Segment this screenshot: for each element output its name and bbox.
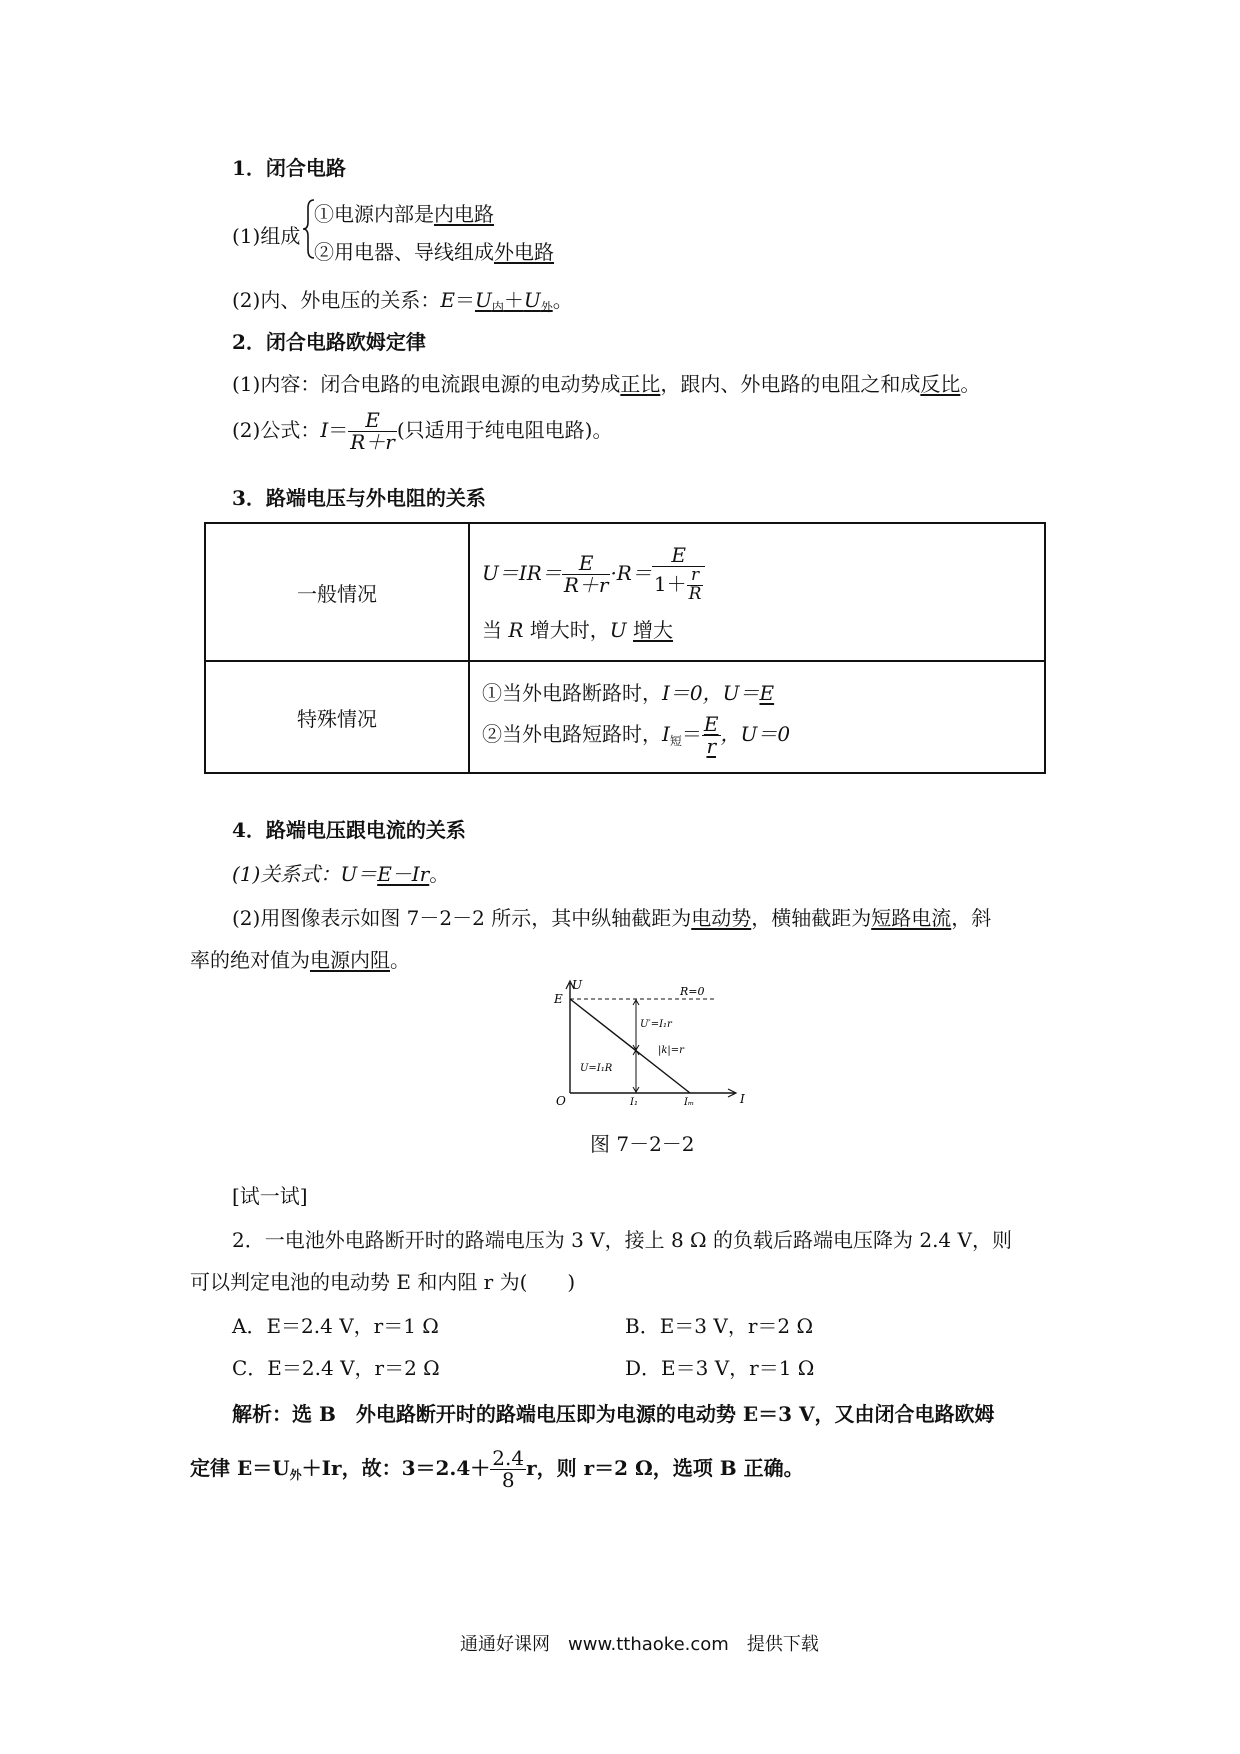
- ui-relation: (1)关系式：U＝E－Ir。: [232, 862, 450, 886]
- ohm-law-content: (1)内容：闭合电路的电流跟电源的电动势成正比，跟内、外电路的电阻之和成反比。: [232, 372, 981, 396]
- page-footer: 通通好课网 www.tthaoke.com 提供下载: [460, 1634, 819, 1655]
- option-d: D．E＝3 V，r＝1 Ω: [625, 1356, 815, 1380]
- label-r-zero: R=0: [680, 985, 705, 998]
- answer-line-2: 定律 $E=U_外+Ir$，故：3＝2.4＋ $\frac{2.4}{8}$ r，则 r＝2 Ω，选项 B 正确。: [190, 1446, 804, 1492]
- trial-header: [试一试]: [232, 1184, 308, 1208]
- row-content-special: [469, 661, 1045, 773]
- option-c: C．E＝2.4 V，r＝2 Ω: [232, 1356, 440, 1380]
- section-2-title: 2．闭合电路欧姆定律: [232, 330, 426, 354]
- short-circuit-rule: ②当外电路短路时，$I_短=$ $\frac{E}{r}$ ，U＝0: [482, 712, 791, 758]
- label-u-prime: U′=I₁r: [640, 1019, 672, 1030]
- option-b: B．E＝3 V，r＝2 Ω: [625, 1314, 814, 1338]
- ohm-law-formula: (2)公式：I＝ $\frac{E}{R+r}$ (只适用于纯电阻电路)。: [232, 408, 613, 454]
- composition-item-1: ①电源内部是内电路: [314, 202, 494, 226]
- label-im: Iₘ: [684, 1097, 695, 1105]
- composition-item-2: ②用电器、导线组成外电路: [314, 240, 554, 264]
- label-i1: I₁: [630, 1097, 638, 1105]
- ui-graph-figure: [550, 975, 750, 1105]
- label-i: I: [740, 1092, 745, 1105]
- general-formula: U＝IR＝ $\frac{E}{R+r}$ ·R＝ E 1＋ $\frac{r}{R}$: [482, 545, 1044, 604]
- table-row: [205, 523, 1045, 661]
- question-line-2: 可以判定电池的电动势 E 和内阻 r 为( ): [190, 1270, 576, 1294]
- figure-caption: 图 7－2－2: [590, 1132, 695, 1156]
- label-u: U: [572, 978, 583, 992]
- label-u-i1r: U=I₁R: [580, 1063, 613, 1074]
- composition-label: (1)组成: [232, 224, 301, 248]
- graph-description-line-2: 率的绝对值为电源内阻。: [190, 948, 410, 972]
- general-rule: 当 R 增大时，U 增大: [482, 617, 673, 642]
- section-1-title: 1．闭合电路: [232, 156, 346, 180]
- label-slope: |k|=r: [658, 1045, 684, 1056]
- row-label-special: 特殊情况: [205, 661, 469, 773]
- row-content-general: [469, 523, 1045, 661]
- open-circuit-rule: ①当外电路断路时，I＝0，U＝E: [482, 681, 775, 705]
- graph-description-line-1: (2)用图像表示如图 7－2－2 所示，其中纵轴截距为电动势，横轴截距为短路电流，斜: [232, 906, 992, 930]
- option-a: A．E＝2.4 V，r＝1 Ω: [232, 1314, 439, 1338]
- terminal-voltage-table: [204, 522, 1046, 774]
- table-row: [205, 661, 1045, 773]
- section-4-title: 4．路端电压跟电流的关系: [232, 818, 466, 842]
- voltage-relation: (2)内、外电压的关系：$E=U_内+U_外$。: [232, 288, 573, 314]
- answer-line-1: 解析：选 B 外电路断开时的路端电压即为电源的电动势 E＝3 V，又由闭合电路欧姆: [232, 1402, 995, 1426]
- question-line-1: 2．一电池外电路断开时的路端电压为 3 V，接上 8 Ω 的负载后路端电压降为 2.4 V，则: [232, 1228, 1012, 1252]
- label-o: O: [556, 1094, 566, 1105]
- label-e: E: [554, 992, 563, 1006]
- row-label-general: 一般情况: [205, 523, 469, 661]
- section-3-title: 3．路端电压与外电阻的关系: [232, 486, 486, 510]
